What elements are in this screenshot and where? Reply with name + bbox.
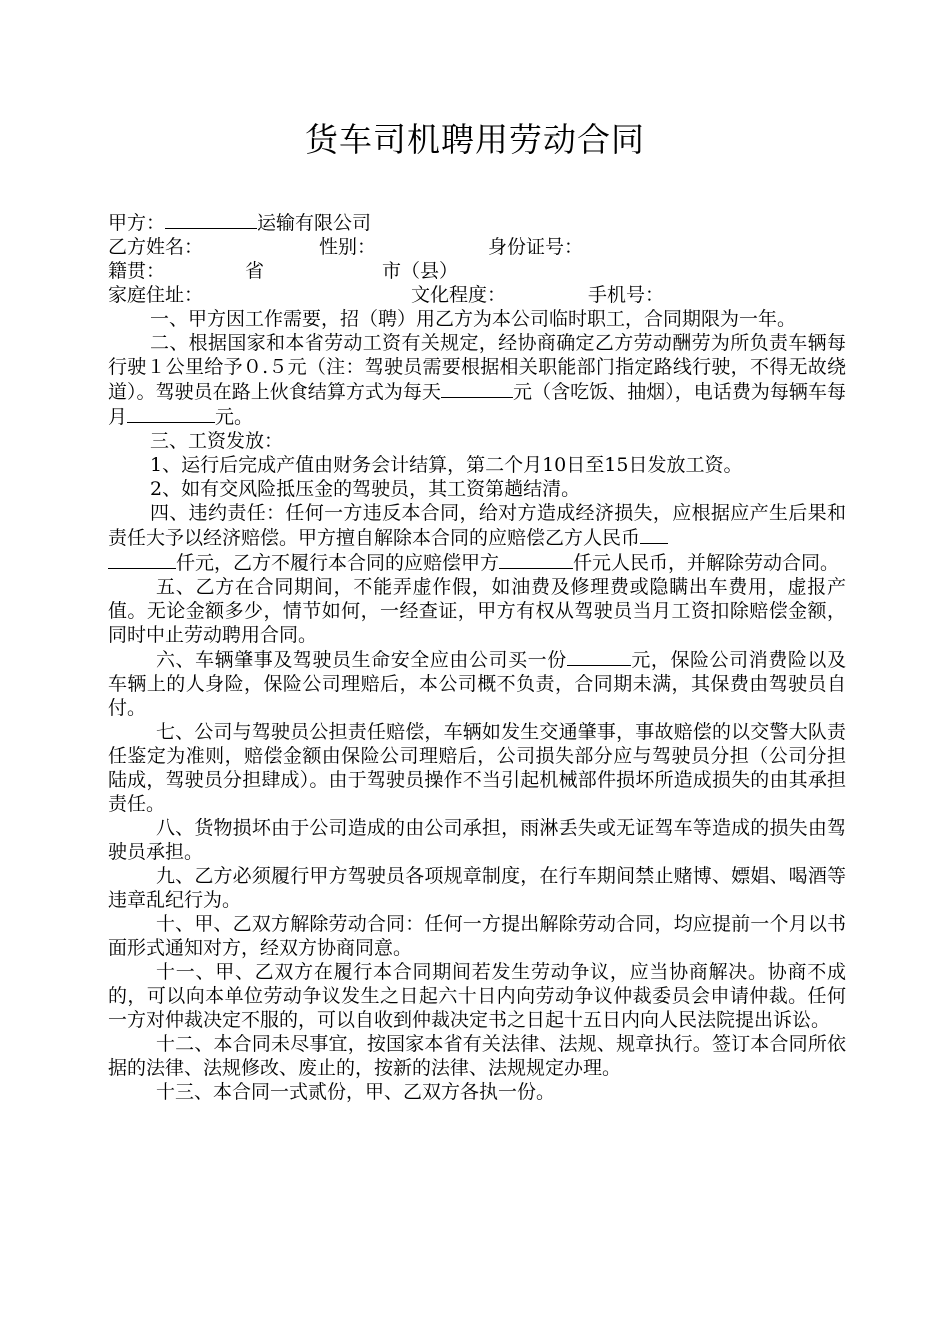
clause-5: 五、乙方在合同期间，不能弄虚作假，如油费及修理费或隐瞒出车费用，虚报产值。无论金额多少，情节如何，一经查证，甲方有权从驾驶员当月工资扣除赔偿金额，同时中止劳动聘用合同。 [108,576,846,646]
address-line [108,283,846,307]
party-b-line [108,235,846,259]
clause-11: 十一、甲、乙双方在履行本合同期间若发生劳动争议，应当协商解决。协商不成的，可以向本单位劳动争议发生之日起六十日内向劳动争议仲裁委员会申请仲裁。任何一方对仲裁决定不服的，可以自收到仲裁决定书之日起十五日内向人民法院提出诉讼。 [108,961,846,1031]
address-label: 家庭住址： [108,284,204,306]
phone-label: 手机号： [588,284,665,306]
clause-7: 七、公司与驾驶员公担责任赔偿，车辆如发生交通肇事，事故赔偿的以交警大队责任鉴定为准则，赔偿金额由保险公司理赔后，公司损失部分应与驾驶员分担（公司分担陆成，驾驶员分担肆成）。由于驾驶员操作不当引起机械部件损坏所造成损失的由其承担责任。 [108,721,846,815]
clause-2-text-b: 元（含吃饭、抽烟），电话费为每辆车每月 [108,381,846,428]
clause-2-text-a: 二、根据国家和本省劳动工资有关规定，经协商确定乙方劳动酬劳为所负责车辆每行驶１公里给予０.５元（注：驾驶员需要根据相关职能部门指定路线行驶，不得无故绕道）。驾驶员在路上伙食结算方式为每天 [108,332,846,403]
education-label: 文化程度： [411,284,507,306]
party-a-blank [165,210,257,229]
clause-8: 八、货物损坏由于公司造成的由公司承担，雨淋丢失或无证驾车等造成的损失由驾驶员承担。 [108,817,846,863]
compensation-a-blank-2 [108,550,176,569]
meal-allowance-blank [441,379,513,398]
b-id-label: 身份证号： [488,236,584,258]
clause-13: 十三、本合同一式贰份，甲、乙双方各执一份。 [156,1081,556,1103]
clause-6 [108,647,846,720]
contract-body [108,210,846,1104]
clause-4 [108,501,846,575]
clause-6-text-a: 六、车辆肇事及驾驶员生命安全应由公司买一份 [156,649,567,671]
party-a-suffix: 运输有限公司 [257,212,372,234]
clause-9: 九、乙方必须履行甲方驾驶员各项规章制度，在行车期间禁止赌博、嫖娼、喝酒等违章乱纪行为。 [108,865,846,911]
party-a-line [108,210,846,235]
clause-2-text-c: 元。 [215,406,254,428]
clause-12: 十二、本合同未尽事宜，按国家本省有关法律、法规、规章执行。签订本合同所依据的法律、法规修改、废止的，按新的法律、法规规定办理。 [108,1033,846,1079]
party-a-label: 甲方： [108,212,166,234]
native-place-line [108,259,846,283]
clause-4-text-c: 仟元人民币，并解除劳动合同。 [573,552,840,574]
compensation-b-blank [499,550,573,569]
clause-3-item-1: 1、运行后完成产值由财务会计结算，第二个月10日至15日发放工资。 [150,454,743,476]
native-province: 省 [245,260,265,282]
native-label: 籍贯： [108,260,166,282]
clause-4-text-b: 仟元，乙方不履行本合同的应赔偿甲方 [176,552,500,574]
clause-2 [108,331,846,429]
compensation-a-blank-1 [640,525,668,544]
clause-4-text-a: 四、违约责任：任何一方违反本合同，给对方造成经济损失，应根据应产生后果和责任大予以经济赔偿。甲方擅自解除本合同的应赔偿乙方人民币 [108,502,846,549]
document-title: 货车司机聘用劳动合同 [305,120,645,159]
phone-fee-blank [127,404,215,423]
clause-1: 一、甲方因工作需要，招（聘）用乙方为本公司临时职工，合同期限为一年。 [150,308,797,330]
clause-10: 十、甲、乙双方解除劳动合同：任何一方提出解除劳动合同，均应提前一个月以书面形式通知对方，经双方协商同意。 [108,913,846,959]
b-gender-label: 性别： [319,236,377,258]
clause-6-text-b: 元，保险公司消费险以及车辆上的人身险，保险公司理赔后，本公司概不负责，合同期未满，其保费由驾驶员自付。 [108,649,846,719]
native-city: 市（县） [382,260,459,282]
insurance-blank [567,647,631,666]
clause-3-heading: 三、工资发放： [150,430,284,452]
clause-3-item-2: 2、如有交风险抵压金的驾驶员，其工资第趟结清。 [150,478,581,500]
b-name-label: 乙方姓名： [108,236,204,258]
